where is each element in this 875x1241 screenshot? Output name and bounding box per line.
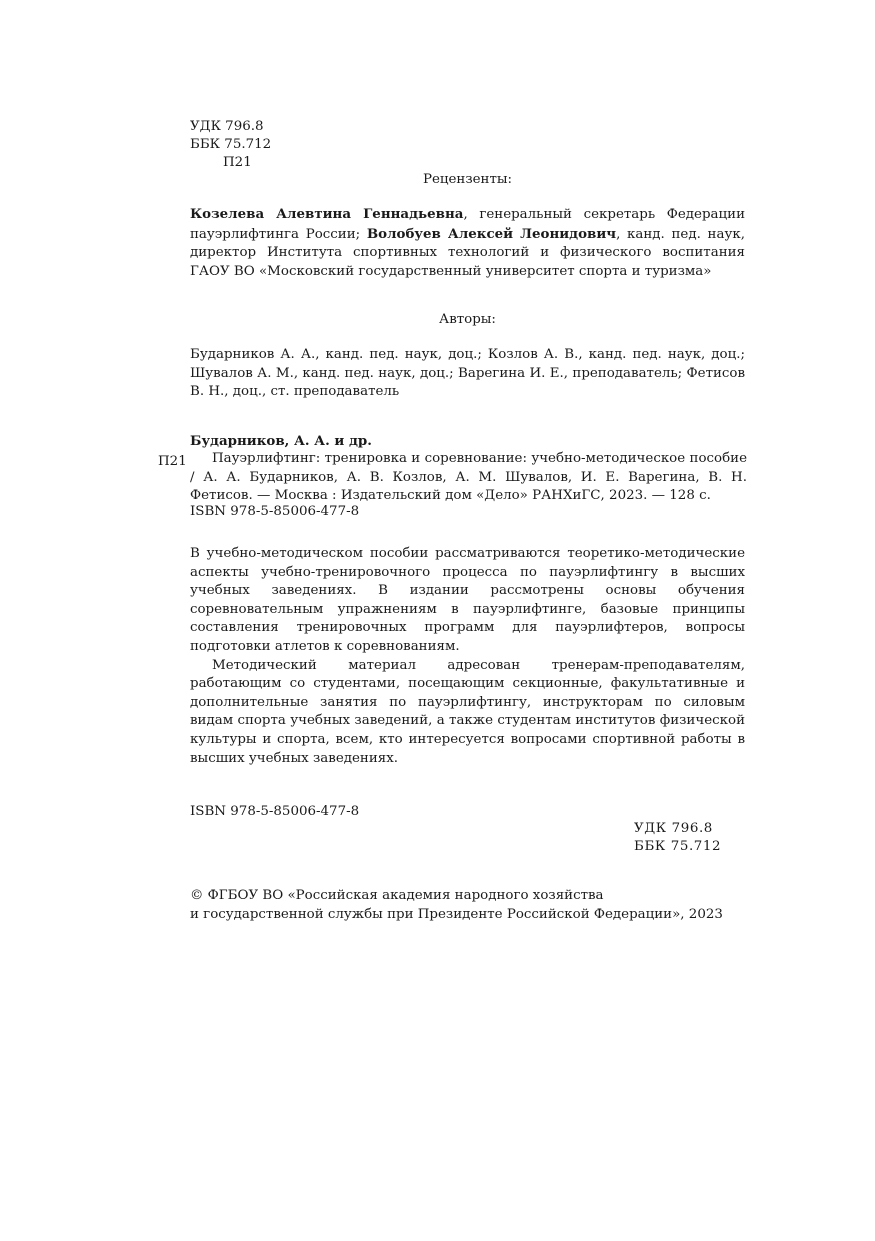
copyright-line-2: и государственной службы при Президенте Российской Федерации», 2023 [190, 906, 723, 922]
bbk-code: ББК 75.712 [190, 137, 272, 152]
udk-code: УДК 796.8 [190, 119, 264, 134]
bibliographic-description: Пауэрлифтинг: тренировка и соревнование: учебно-методическое пособие / А. А. Бударников, А. В. Козлов, А. М. Шувалов, И. Е. Варегина, В. Н. Фетисов. — Москва : Издательский дом «Дело» РАНХиГС, 2023. — 128 с. [190, 451, 747, 504]
reviewer2-name: Волобуев Алексей Леонидович [366, 225, 617, 242]
footer-isbn: ISBN 978-5-85006-477-8 [190, 804, 360, 819]
annotation-paragraph-2: Методический материал адресован тренерам-преподавателям, работающим со студентами, посещающим секционные, факультативные и дополнительные занятия по пауэрлифтингу, инструкторам по силовым видам спорта учебных заведений, а также студентам институтов физической культуры и спорта, всем, кто интересуется вопросами спортивной работы в высших учебных заведениях. [190, 657, 745, 766]
bibliographic-heading: Бударников, А. А. и др. [190, 433, 372, 449]
reviewers-text [190, 205, 745, 281]
reviewer1-name: Козелева Алевтина Геннадьевна [190, 206, 464, 222]
reviewer1-description: , генеральный секретарь Федерации пауэрлифтинга России; [190, 207, 745, 242]
footer-udk-code: УДК 796.8 [634, 821, 713, 836]
classification-codes-bottom [634, 820, 721, 856]
authors-heading: Авторы: [439, 312, 496, 327]
classification-codes-top [190, 118, 271, 172]
bibliographic-index-code: П21 [158, 454, 187, 469]
copyright-line-1: © ФГБОУ ВО «Российская академия народного хозяйства [190, 888, 604, 903]
copyright-notice [190, 887, 750, 924]
reviewers-heading: Рецензенты: [422, 172, 513, 187]
annotation [190, 545, 745, 768]
annotation-paragraph-1: В учебно-методическом пособии рассматриваются теоретико-методические аспекты учебно-тренировочного процесса по пауэрлифтингу в высших учебных заведениях. В издании рассмотрены основы обучения соревновательным упражнениям в пауэрлифтинге, базовые принципы составления тренировочных программ для пауэрлифтеров, вопросы подготовки атлетов к соревнованиям. [190, 546, 745, 654]
reviewer2-description: , канд. пед. наук, директор Института спортивных технологий и физического воспитания ГАОУ ВО «Московский государственный университет спорта и туризма» [190, 226, 745, 279]
bibliographic-isbn: ISBN 978-5-85006-477-8 [190, 504, 360, 519]
author-index-code: П21 [223, 155, 252, 170]
authors-text: Бударников А. А., канд. пед. наук, доц.; Козлов А. В., канд. пед. наук, доц.; Шувалов А. М., канд. пед. наук, доц.; Варегина И. Е., преподаватель; Фетисов В. Н., доц., ст. преподаватель [190, 347, 745, 400]
footer-bbk-code: ББК 75.712 [634, 839, 722, 854]
